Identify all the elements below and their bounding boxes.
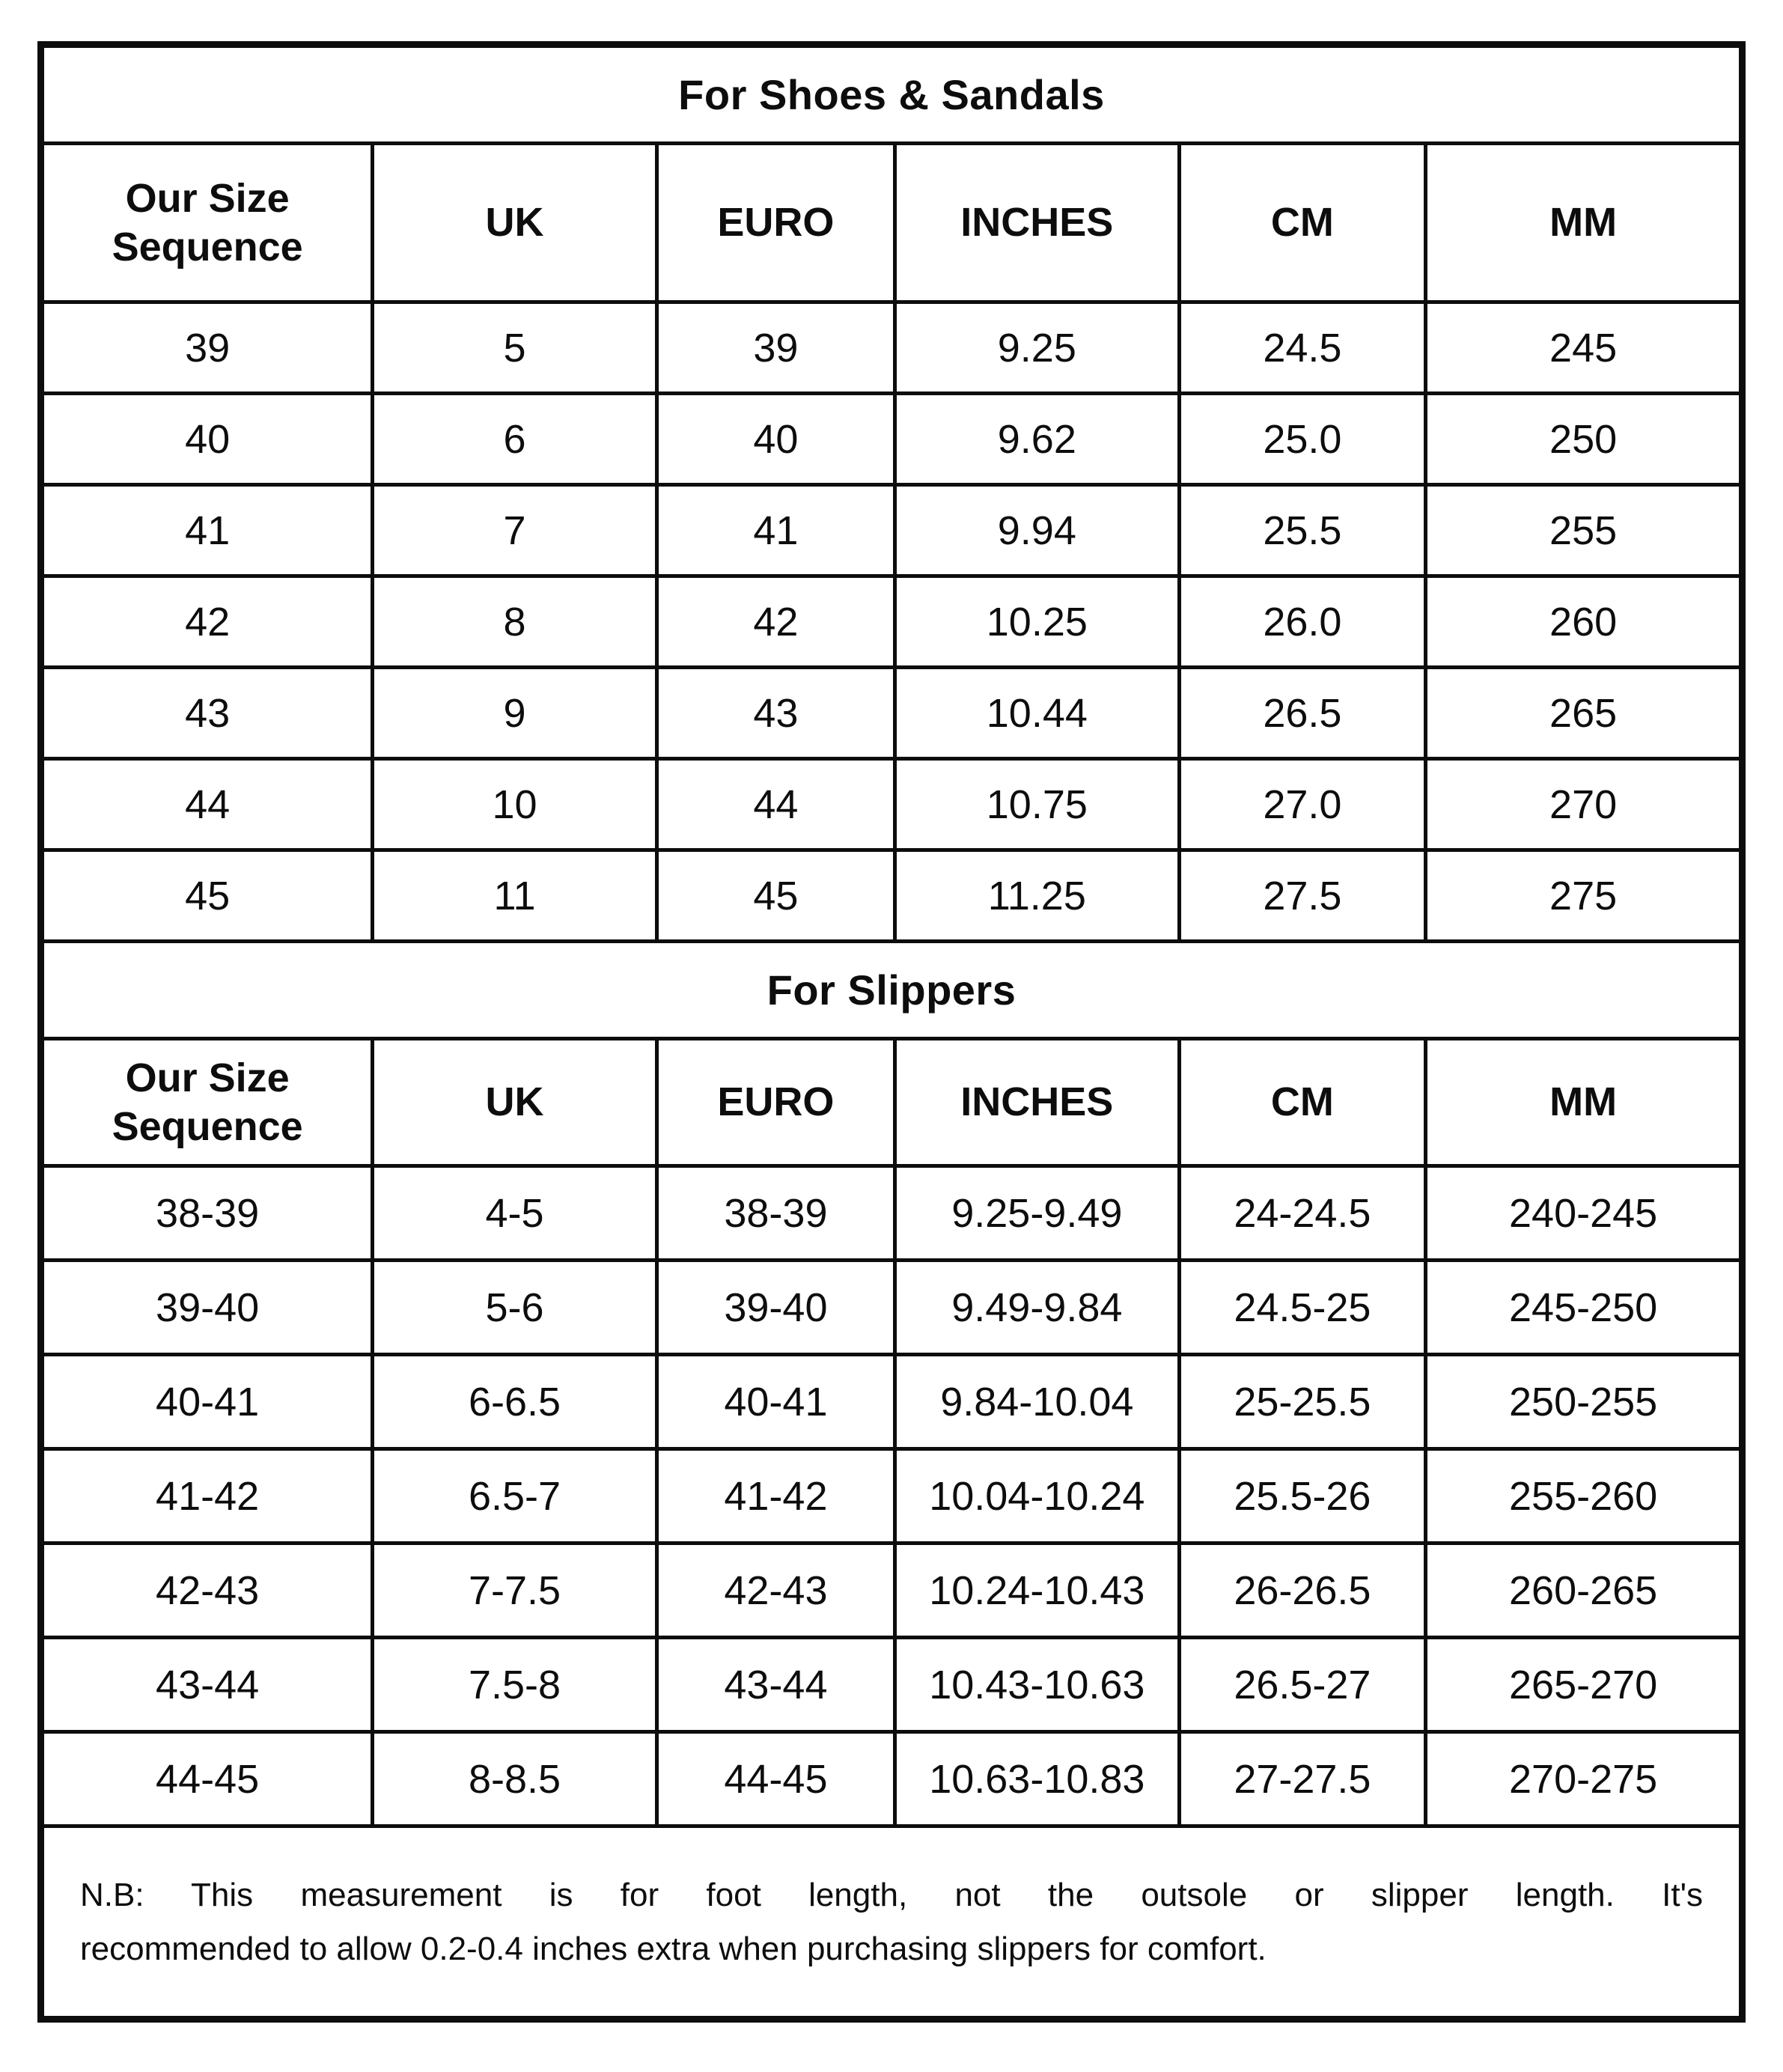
shoes-section-title-row (41, 45, 1743, 144)
table-cell: 44 (656, 759, 894, 850)
table-cell: 45 (656, 850, 894, 942)
table-cell: 9.94 (895, 485, 1180, 576)
table-row (41, 1544, 1743, 1638)
column-header-mm: MM (1426, 1039, 1743, 1166)
table-cell: 9.62 (895, 394, 1180, 485)
table-cell: 25-25.5 (1179, 1355, 1426, 1449)
table-cell: 8 (373, 576, 657, 668)
table-cell: 27.5 (1179, 850, 1426, 942)
table-row (41, 1355, 1743, 1449)
shoes-section-title: For Shoes & Sandals (41, 45, 1743, 144)
table-cell: 25.5-26 (1179, 1449, 1426, 1544)
table-cell: 7-7.5 (373, 1544, 657, 1638)
column-header-inches: INCHES (895, 1039, 1180, 1166)
table-cell: 5-6 (373, 1261, 657, 1355)
table-cell: 7 (373, 485, 657, 576)
table-row (41, 1638, 1743, 1732)
table-cell: 43 (41, 668, 373, 759)
table-cell: 43-44 (41, 1638, 373, 1732)
table-cell: 240-245 (1426, 1166, 1743, 1261)
size-chart-table (37, 41, 1746, 2023)
table-row (41, 302, 1743, 394)
table-cell: 42-43 (656, 1544, 894, 1638)
table-row (41, 850, 1743, 942)
table-cell: 265-270 (1426, 1638, 1743, 1732)
table-cell: 265 (1426, 668, 1743, 759)
table-cell: 10 (373, 759, 657, 850)
table-cell: 11.25 (895, 850, 1180, 942)
table-cell: 39 (41, 302, 373, 394)
table-cell: 42-43 (41, 1544, 373, 1638)
table-cell: 255-260 (1426, 1449, 1743, 1544)
table-cell: 260-265 (1426, 1544, 1743, 1638)
slippers-header-row (41, 1039, 1743, 1166)
table-cell: 10.24-10.43 (895, 1544, 1180, 1638)
table-cell: 275 (1426, 850, 1743, 942)
table-row (41, 1449, 1743, 1544)
column-header-size-sequence: Our Size Sequence (41, 144, 373, 302)
table-cell: 39 (656, 302, 894, 394)
table-cell: 10.25 (895, 576, 1180, 668)
table-row (41, 1261, 1743, 1355)
column-header-inches: INCHES (895, 144, 1180, 302)
table-row (41, 1166, 1743, 1261)
column-header-euro: EURO (656, 1039, 894, 1166)
table-cell: 260 (1426, 576, 1743, 668)
table-cell: 9.84-10.04 (895, 1355, 1180, 1449)
table-cell: 24.5-25 (1179, 1261, 1426, 1355)
table-cell: 10.75 (895, 759, 1180, 850)
table-cell: 9.49-9.84 (895, 1261, 1180, 1355)
table-cell: 8-8.5 (373, 1732, 657, 1826)
table-cell: 26.5 (1179, 668, 1426, 759)
column-header-cm: CM (1179, 144, 1426, 302)
table-cell: 40-41 (41, 1355, 373, 1449)
table-cell: 250-255 (1426, 1355, 1743, 1449)
column-header-uk: UK (373, 144, 657, 302)
table-cell: 10.63-10.83 (895, 1732, 1180, 1826)
table-cell: 10.04-10.24 (895, 1449, 1180, 1544)
table-cell: 25.5 (1179, 485, 1426, 576)
table-cell: 10.44 (895, 668, 1180, 759)
table-cell: 6-6.5 (373, 1355, 657, 1449)
footnote-text-line-2: recommended to allow 0.2-0.4 inches extra when purchasing slippers for comfort. (80, 1930, 1267, 1967)
table-cell: 7.5-8 (373, 1638, 657, 1732)
table-cell: 11 (373, 850, 657, 942)
table-cell: 5 (373, 302, 657, 394)
table-cell: 9 (373, 668, 657, 759)
table-cell: 255 (1426, 485, 1743, 576)
table-cell: 270 (1426, 759, 1743, 850)
table-cell: 9.25-9.49 (895, 1166, 1180, 1261)
table-cell: 245 (1426, 302, 1743, 394)
footnote-row (41, 1826, 1743, 2020)
table-cell: 26.5-27 (1179, 1638, 1426, 1732)
table-cell: 6.5-7 (373, 1449, 657, 1544)
table-row (41, 576, 1743, 668)
column-header-size-sequence: Our Size Sequence (41, 1039, 373, 1166)
table-cell: 44-45 (41, 1732, 373, 1826)
column-header-euro: EURO (656, 144, 894, 302)
table-row (41, 394, 1743, 485)
slippers-section-title: For Slippers (41, 942, 1743, 1039)
shoes-header-row (41, 144, 1743, 302)
table-cell: 42 (41, 576, 373, 668)
table-cell: 45 (41, 850, 373, 942)
table-cell: 27.0 (1179, 759, 1426, 850)
table-cell: 250 (1426, 394, 1743, 485)
slippers-section-title-row (41, 942, 1743, 1039)
table-cell: 44 (41, 759, 373, 850)
column-header-cm: CM (1179, 1039, 1426, 1166)
table-cell: 41 (656, 485, 894, 576)
table-cell: 6 (373, 394, 657, 485)
column-header-mm: MM (1426, 144, 1743, 302)
table-row (41, 485, 1743, 576)
table-cell: 24-24.5 (1179, 1166, 1426, 1261)
table-cell: 43-44 (656, 1638, 894, 1732)
table-cell: 39-40 (656, 1261, 894, 1355)
table-cell: 245-250 (1426, 1261, 1743, 1355)
table-cell: 9.25 (895, 302, 1180, 394)
column-header-uk: UK (373, 1039, 657, 1166)
table-cell: 41-42 (41, 1449, 373, 1544)
table-cell: 41 (41, 485, 373, 576)
table-cell: 26.0 (1179, 576, 1426, 668)
table-row (41, 668, 1743, 759)
table-row (41, 1732, 1743, 1826)
footnote-text-line-1: N.B: This measurement is for foot length, not the outsole or slipper length. It's (80, 1877, 1703, 1914)
table-cell: 40 (41, 394, 373, 485)
table-cell: 40-41 (656, 1355, 894, 1449)
table-cell: 40 (656, 394, 894, 485)
table-row (41, 759, 1743, 850)
table-cell: 270-275 (1426, 1732, 1743, 1826)
table-cell: 44-45 (656, 1732, 894, 1826)
table-cell: 27-27.5 (1179, 1732, 1426, 1826)
table-cell: 10.43-10.63 (895, 1638, 1180, 1732)
table-cell: 38-39 (41, 1166, 373, 1261)
table-cell: 38-39 (656, 1166, 894, 1261)
table-cell: 26-26.5 (1179, 1544, 1426, 1638)
table-cell: 43 (656, 668, 894, 759)
footnote (41, 1826, 1743, 2020)
table-cell: 25.0 (1179, 394, 1426, 485)
table-cell: 41-42 (656, 1449, 894, 1544)
table-cell: 4-5 (373, 1166, 657, 1261)
table-cell: 42 (656, 576, 894, 668)
table-cell: 24.5 (1179, 302, 1426, 394)
table-cell: 39-40 (41, 1261, 373, 1355)
